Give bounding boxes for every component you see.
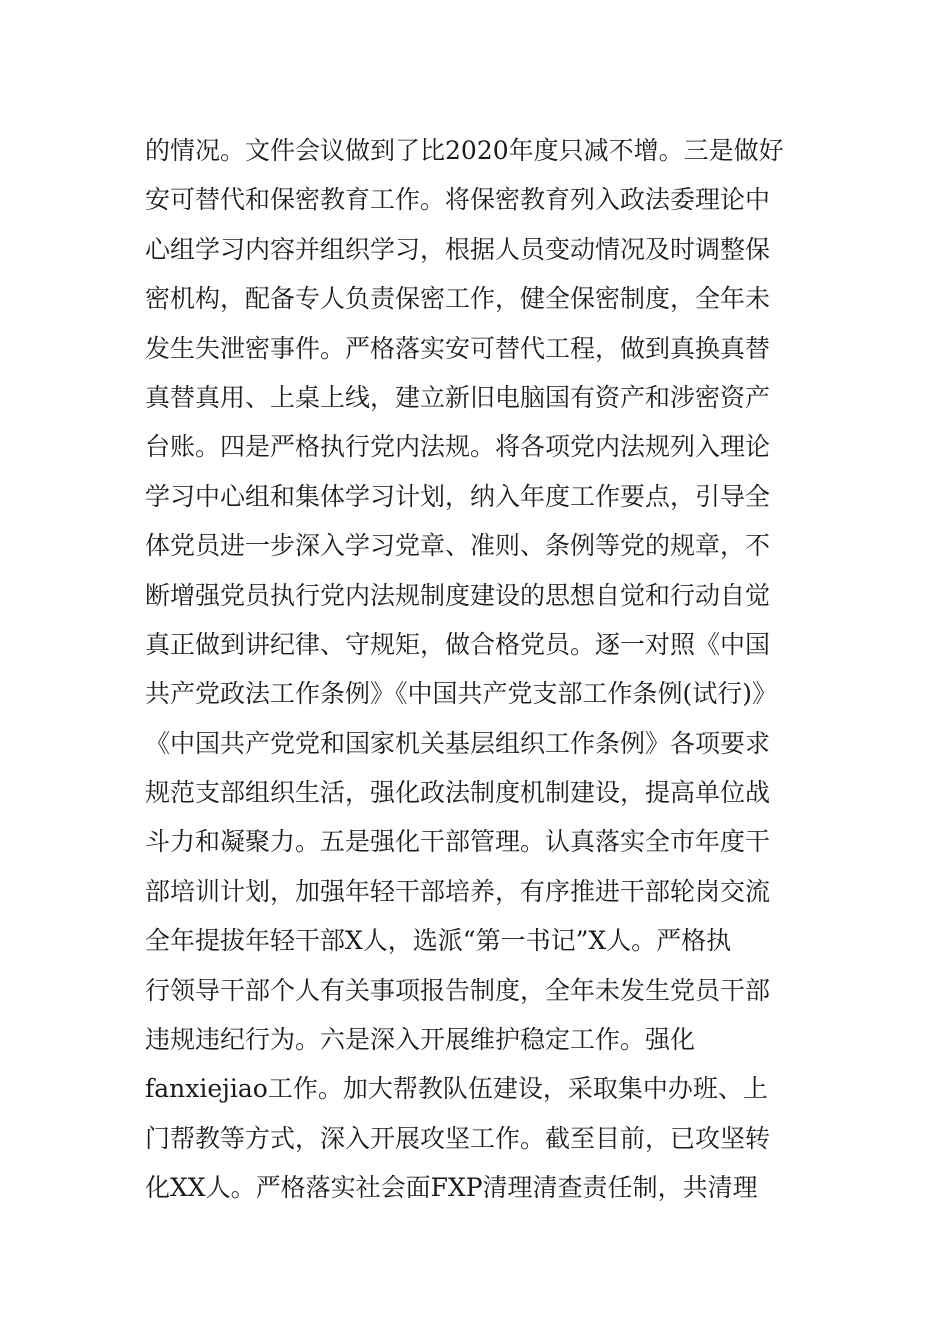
text-line: 共产党政法工作条例》《中国共产党支部工作条例(试行)》	[145, 679, 778, 709]
text-line: 真正做到讲纪律、守规矩，做合格党员。逐一对照《中国	[145, 629, 771, 659]
text-line: 部培训计划，加强年轻干部培养，有序推进干部轮岗交流	[145, 876, 771, 906]
text-line: 体党员进一步深入学习党章、准则、条例等党的规章，不	[145, 531, 771, 561]
text-line: 发生失泄密事件。严格落实安可替代工程，做到真换真替	[145, 333, 771, 363]
text-line: 密机构，配备专人负责保密工作，健全保密制度，全年未	[145, 284, 771, 314]
text-line: 全年提拔年轻干部X人，选派“第一书记”X人。严格执	[145, 926, 732, 956]
text-line: 安可替代和保密教育工作。将保密教育列入政法委理论中	[145, 185, 771, 215]
text-line: 真替真用、上桌上线，建立新旧电脑国有资产和涉密资产	[145, 382, 771, 412]
text-line: 行领导干部个人有关事项报告制度，全年未发生党员干部	[145, 975, 771, 1005]
text-line: 学习中心组和集体学习计划，纳入年度工作要点，引导全	[145, 481, 771, 511]
text-line: 断增强党员执行党内法规制度建设的思想自觉和行动自觉	[145, 580, 771, 610]
text-line: 台账。四是严格执行党内法规。将各项党内法规列入理论	[145, 432, 771, 462]
text-line: 的情况。文件会议做到了比2020年度只减不增。三是做好	[145, 136, 784, 165]
text-line: 心组学习内容并组织学习，根据人员变动情况及时调整保	[145, 234, 771, 264]
text-line: 门帮教等方式，深入开展攻坚工作。截至目前，已攻坚转	[145, 1123, 771, 1153]
text-line: 《中国共产党党和国家机关基层组织工作条例》各项要求	[145, 728, 771, 758]
text-line: 违规违纪行为。六是深入开展维护稳定工作。强化	[145, 1025, 696, 1055]
body-text	[145, 126, 810, 1213]
text-line: 斗力和凝聚力。五是强化干部管理。认真落实全市年度干	[145, 827, 771, 857]
text-line: fanxiejiao工作。加大帮教队伍建设，采取集中办班、上	[145, 1074, 768, 1104]
text-line: 规范支部组织生活，强化政法制度机制建设，提高单位战	[145, 778, 771, 808]
text-line: 化XX人。严格落实社会面FXP清理清查责任制，共清理	[145, 1173, 758, 1203]
